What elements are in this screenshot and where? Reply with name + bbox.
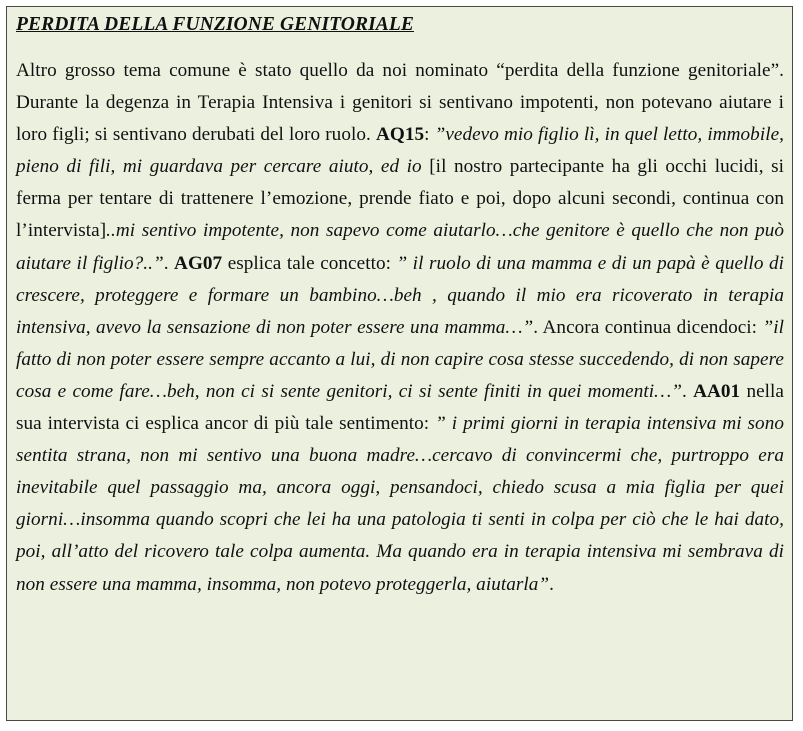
paragraph-end: . [549, 573, 554, 595]
body-paragraph [16, 55, 784, 601]
quote-intro: nella sua intervista ci esplica ancor di più tale sentimento: [16, 380, 784, 435]
participant-code: AG07 [174, 252, 223, 274]
quote-intro: esplica tale concetto: [222, 252, 397, 274]
quote-intro: . Ancora continua dicendoci: [533, 316, 763, 338]
separator: . [163, 252, 175, 274]
participant-quote: ”vedevo mio figlio lì, in quel letto, immobile, pieno di fili, mi guardava per cercare aiuto, ed io [16, 124, 785, 178]
separator: : [424, 124, 435, 146]
participant-quote: ” i primi giorni in terapia intensiva mi sono sentita strana, non mi sentivo una buona madre…cercavo di convincermi che, purtroppo era inevitabile quel passaggio ma, ancora oggi, pensandoci, chiedo scusa a mia figlia per quei giorni…insomma quando scopri che lei ha una patologia ti senti in colpa per ciò che le hai dato, poi, all’atto del ricovero tale colpa aumenta. Ma quando era in terapia intensiva mi sembrava di non essere una mamma, insomma, non potevo proteggerla, aiutarla” [16, 413, 784, 595]
text-box [6, 6, 793, 721]
participant-code: AA01 [693, 380, 741, 402]
paragraph-intro: Altro grosso tema comune è stato quello da noi nominato “perdita della funzione genitoriale”. Durante la degenza in Terapia Intensiva i genitori si sentivano impotenti, non potevano aiutare i loro figli; si sentivano derubati del loro ruolo. [16, 60, 784, 146]
interviewer-note: [il nostro partecipante ha gli occhi lucidi, si ferma per tentare di trattenere l’emozione, prende fiato e poi, dopo alcuni secondi, continua con l’intervista] [16, 156, 785, 242]
participant-quote: ”il fatto di non poter essere sempre accanto a lui, di non capire cosa stesse succedendo, di non sapere cosa e come fare…beh, non ci si sente genitori, ci si sente finiti in quei momenti…” [16, 316, 785, 402]
participant-quote: ” il ruolo di una mamma e di un papà è quello di crescere, proteggere e formare un bambino…beh , quando il mio era ricoverato in terapia intensiva, avevo la sensazione di non poter essere una mamma…” [16, 252, 784, 338]
participant-code: AQ15 [375, 124, 425, 146]
separator: . [681, 380, 694, 402]
participant-quote: ..mi sentivo impotente, non sapevo come aiutarlo…che genitore è quello che non può aiutare il figlio?..” [16, 220, 784, 274]
section-title: PERDITA DELLA FUNZIONE GENITORIALE [16, 14, 414, 35]
